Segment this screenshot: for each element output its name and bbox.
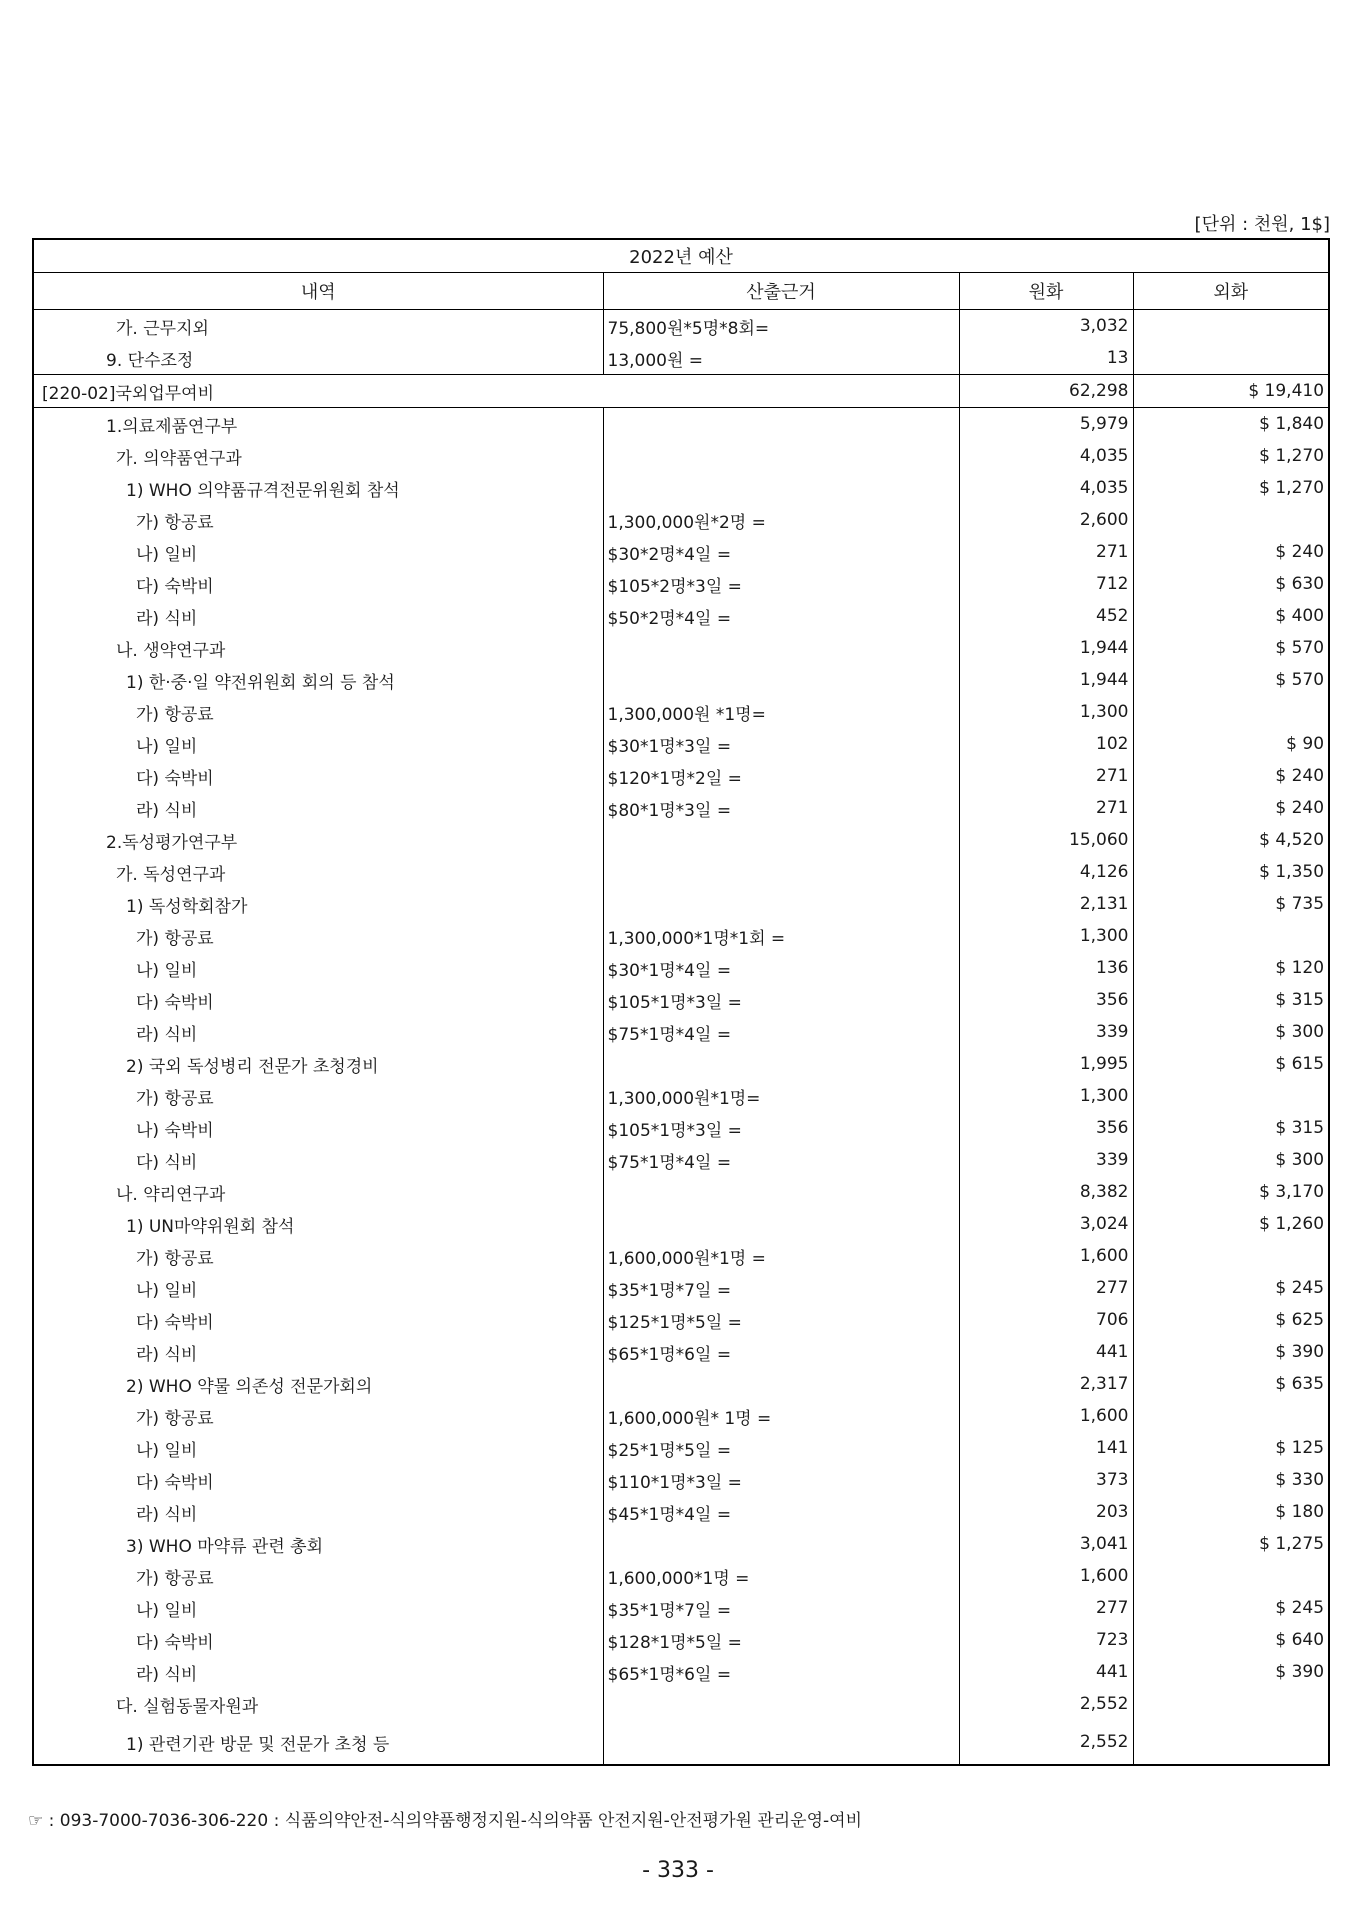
cell-basis — [603, 1720, 959, 1765]
cell-desc: 1) 관련기관 방문 및 전문가 초청 등 — [33, 1720, 603, 1765]
cell-desc: 가. 독성연구과 — [33, 856, 603, 888]
table-row — [33, 1112, 1329, 1144]
cell-desc: 가. 근무지외 — [33, 310, 603, 343]
cell-krw: 723 — [959, 1624, 1133, 1656]
cell-usd: $ 1,270 — [1259, 478, 1325, 498]
cell-desc: 다. 실험동물자원과 — [33, 1688, 603, 1720]
cell-basis: $128*1명*5일 = — [603, 1624, 959, 1656]
cell-usd: $ 640 — [1275, 1630, 1325, 1650]
table-row — [33, 1464, 1329, 1496]
cell-usd — [1133, 310, 1329, 343]
table-row — [33, 536, 1329, 568]
cell-usd — [1133, 342, 1329, 375]
cell-basis: 1,300,000*1명*1회 = — [603, 920, 959, 952]
cell-usd: $ 1,260 — [1259, 1214, 1325, 1234]
cell-basis — [603, 1688, 959, 1720]
table-row — [33, 1400, 1329, 1432]
cell-usd: $ 240 — [1275, 798, 1325, 818]
cell-krw: 4,035 — [959, 472, 1133, 504]
cell-desc: 나. 약리연구과 — [33, 1176, 603, 1208]
cell-krw: 1,300 — [959, 1080, 1133, 1112]
cell-usd: $ 300 — [1275, 1150, 1325, 1170]
column-header-usd: 외화 — [1133, 273, 1329, 310]
cell-krw: 203 — [959, 1496, 1133, 1528]
cell-krw: 3,032 — [959, 310, 1133, 343]
cell-krw: 277 — [959, 1272, 1133, 1304]
cell-krw: 136 — [959, 952, 1133, 984]
cell-desc: 가) 항공료 — [33, 920, 603, 952]
cell-basis — [603, 1048, 959, 1080]
cell-usd: $ 1,275 — [1259, 1534, 1325, 1554]
cell-usd: $ 625 — [1275, 1310, 1325, 1330]
cell-usd: $ 570 — [1275, 670, 1325, 690]
cell-usd: $ 735 — [1275, 894, 1325, 914]
cell-krw: 1,600 — [959, 1240, 1133, 1272]
cell-krw: 356 — [959, 1112, 1133, 1144]
table-row — [33, 1208, 1329, 1240]
cell-krw: 277 — [959, 1592, 1133, 1624]
cell-krw: 3,024 — [959, 1208, 1133, 1240]
cell-desc: 라) 식비 — [33, 1656, 603, 1688]
cell-basis — [603, 1528, 959, 1560]
cell-usd — [1133, 1080, 1329, 1112]
cell-basis: 75,800원*5명*8회= — [603, 310, 959, 343]
table-row — [33, 1624, 1329, 1656]
cell-basis — [603, 664, 959, 696]
cell-basis: $35*1명*7일 = — [603, 1272, 959, 1304]
cell-usd: $ 1,350 — [1259, 862, 1325, 882]
cell-desc: 3) WHO 마약류 관련 총회 — [33, 1528, 603, 1560]
cell-krw: 5,979 — [959, 408, 1133, 441]
cell-desc: 나) 일비 — [33, 952, 603, 984]
cell-desc: 2) 국외 독성병리 전문가 초청경비 — [33, 1048, 603, 1080]
cell-basis: $75*1명*4일 = — [603, 1016, 959, 1048]
cell-basis: $80*1명*3일 = — [603, 792, 959, 824]
cell-krw: 706 — [959, 1304, 1133, 1336]
table-row — [33, 792, 1329, 824]
table-title: 2022년 예산 — [33, 239, 1329, 273]
cell-usd: $ 390 — [1275, 1662, 1325, 1682]
table-row — [33, 984, 1329, 1016]
table-row — [33, 1240, 1329, 1272]
cell-desc: 라) 식비 — [33, 1336, 603, 1368]
cell-desc: 9. 단수조정 — [33, 342, 603, 375]
cell-desc: 가) 항공료 — [33, 696, 603, 728]
cell-basis: $110*1명*3일 = — [603, 1464, 959, 1496]
cell-basis: 1,600,000원*1명 = — [603, 1240, 959, 1272]
cell-desc: 나) 일비 — [33, 728, 603, 760]
cell-desc: 다) 식비 — [33, 1144, 603, 1176]
cell-desc: 나) 숙박비 — [33, 1112, 603, 1144]
cell-usd: $ 315 — [1275, 1118, 1325, 1138]
table-row — [33, 1272, 1329, 1304]
cell-desc: 라) 식비 — [33, 792, 603, 824]
cell-usd — [1133, 696, 1329, 728]
cell-basis: $105*1명*3일 = — [603, 1112, 959, 1144]
table-row — [33, 1528, 1329, 1560]
table-row — [33, 1304, 1329, 1336]
cell-usd — [1133, 1688, 1329, 1720]
cell-desc: 나) 일비 — [33, 536, 603, 568]
cell-desc: 1) UN마약위원회 참석 — [33, 1208, 603, 1240]
cell-basis: $50*2명*4일 = — [603, 600, 959, 632]
cell-basis: $120*1명*2일 = — [603, 760, 959, 792]
cell-desc: 나. 생약연구과 — [33, 632, 603, 664]
cell-desc: 가) 항공료 — [33, 504, 603, 536]
cell-krw: 3,041 — [959, 1528, 1133, 1560]
cell-desc: 라) 식비 — [33, 600, 603, 632]
cell-desc: [220-02]국외업무여비 — [33, 375, 959, 408]
table-row — [33, 1496, 1329, 1528]
cell-krw: 2,552 — [959, 1688, 1133, 1720]
cell-desc: 다) 숙박비 — [33, 1304, 603, 1336]
cell-krw: 712 — [959, 568, 1133, 600]
cell-desc: 2.독성평가연구부 — [33, 824, 603, 856]
cell-basis — [603, 440, 959, 472]
table-row — [33, 728, 1329, 760]
cell-basis: 1,300,000원*2명 = — [603, 504, 959, 536]
cell-krw: 356 — [959, 984, 1133, 1016]
cell-usd: $ 120 — [1275, 958, 1325, 978]
cell-basis: $30*2명*4일 = — [603, 536, 959, 568]
cell-krw: 339 — [959, 1144, 1133, 1176]
cell-desc: 다) 숙박비 — [33, 568, 603, 600]
cell-usd: $ 330 — [1275, 1470, 1325, 1490]
cell-krw: 2,600 — [959, 504, 1133, 536]
cell-krw: 8,382 — [959, 1176, 1133, 1208]
cell-usd: $ 245 — [1275, 1278, 1325, 1298]
cell-desc: 가) 항공료 — [33, 1080, 603, 1112]
cell-krw: 4,126 — [959, 856, 1133, 888]
cell-usd: $ 1,270 — [1259, 446, 1325, 466]
cell-usd: $ 90 — [1286, 734, 1325, 754]
cell-krw: 2,317 — [959, 1368, 1133, 1400]
cell-basis: $35*1명*7일 = — [603, 1592, 959, 1624]
cell-basis: 1,300,000원 *1명= — [603, 696, 959, 728]
table-row — [33, 310, 1329, 343]
cell-basis: 13,000원 = — [603, 342, 959, 375]
table-row — [33, 824, 1329, 856]
cell-desc: 가. 의약품연구과 — [33, 440, 603, 472]
cell-desc: 가) 항공료 — [33, 1240, 603, 1272]
cell-desc: 나) 일비 — [33, 1432, 603, 1464]
cell-usd — [1133, 1240, 1329, 1272]
cell-basis — [603, 1176, 959, 1208]
cell-krw: 2,131 — [959, 888, 1133, 920]
cell-basis: $25*1명*5일 = — [603, 1432, 959, 1464]
cell-usd: $ 615 — [1275, 1054, 1325, 1074]
cell-basis: $65*1명*6일 = — [603, 1336, 959, 1368]
cell-basis: $30*1명*3일 = — [603, 728, 959, 760]
cell-desc: 나) 일비 — [33, 1272, 603, 1304]
cell-desc: 1.의료제품연구부 — [33, 408, 603, 441]
cell-krw: 15,060 — [959, 824, 1133, 856]
cell-basis: 1,600,000*1명 = — [603, 1560, 959, 1592]
cell-desc: 다) 숙박비 — [33, 1624, 603, 1656]
cell-basis: 1,300,000원*1명= — [603, 1080, 959, 1112]
cell-usd — [1133, 1400, 1329, 1432]
table-row — [33, 408, 1329, 441]
table-row — [33, 1432, 1329, 1464]
cell-basis: $105*1명*3일 = — [603, 984, 959, 1016]
cell-usd: $ 180 — [1275, 1502, 1325, 1522]
cell-usd: $ 3,170 — [1259, 1182, 1325, 1202]
cell-basis: $125*1명*5일 = — [603, 1304, 959, 1336]
cell-krw: 1,300 — [959, 696, 1133, 728]
cell-usd — [1133, 1720, 1329, 1765]
table-row — [33, 440, 1329, 472]
cell-usd: $ 390 — [1275, 1342, 1325, 1362]
cell-krw: 271 — [959, 760, 1133, 792]
table-row — [33, 920, 1329, 952]
table-row — [33, 760, 1329, 792]
cell-usd: $ 315 — [1275, 990, 1325, 1010]
cell-krw: 141 — [959, 1432, 1133, 1464]
cell-krw: 271 — [959, 536, 1133, 568]
cell-basis: $65*1명*6일 = — [603, 1656, 959, 1688]
table-row — [33, 1048, 1329, 1080]
table-row — [33, 472, 1329, 504]
column-header-krw: 원화 — [959, 273, 1133, 310]
cell-usd: $ 300 — [1275, 1022, 1325, 1042]
column-header-desc: 내역 — [33, 273, 603, 310]
cell-desc: 1) 독성학회참가 — [33, 888, 603, 920]
footnote: ☞ : 093-7000-7036-306-220 : 식품의약안전-식의약품행정지원-식의약품 안전지원-안전평가원 관리운영-여비 — [28, 1811, 862, 1831]
cell-basis: $75*1명*4일 = — [603, 1144, 959, 1176]
table-row — [33, 1656, 1329, 1688]
cell-krw: 4,035 — [959, 440, 1133, 472]
cell-krw: 1,944 — [959, 664, 1133, 696]
cell-usd — [1133, 920, 1329, 952]
cell-krw: 62,298 — [959, 375, 1133, 408]
table-row — [33, 1080, 1329, 1112]
cell-krw: 1,600 — [959, 1400, 1133, 1432]
budget-table — [32, 238, 1330, 1766]
cell-usd: $ 125 — [1275, 1438, 1325, 1458]
cell-krw: 1,995 — [959, 1048, 1133, 1080]
cell-basis: 1,600,000원* 1명 = — [603, 1400, 959, 1432]
table-row — [33, 632, 1329, 664]
cell-basis — [603, 1208, 959, 1240]
cell-desc: 가) 항공료 — [33, 1400, 603, 1432]
table-row — [33, 600, 1329, 632]
cell-desc: 나) 일비 — [33, 1592, 603, 1624]
cell-basis: $105*2명*3일 = — [603, 568, 959, 600]
cell-basis — [603, 472, 959, 504]
cell-usd: $ 1,840 — [1133, 408, 1329, 441]
cell-usd — [1133, 1560, 1329, 1592]
table-row — [33, 1688, 1329, 1720]
cell-krw: 339 — [959, 1016, 1133, 1048]
cell-krw: 373 — [959, 1464, 1133, 1496]
cell-usd: $ 245 — [1275, 1598, 1325, 1618]
cell-basis — [603, 408, 959, 441]
cell-usd: $ 400 — [1275, 606, 1325, 626]
table-row — [33, 1720, 1329, 1765]
cell-krw: 452 — [959, 600, 1133, 632]
cell-desc: 다) 숙박비 — [33, 760, 603, 792]
cell-krw: 1,600 — [959, 1560, 1133, 1592]
cell-desc: 1) 한·중·일 약전위원회 회의 등 참석 — [33, 664, 603, 696]
table-row — [33, 1176, 1329, 1208]
cell-krw: 1,300 — [959, 920, 1133, 952]
table-row — [33, 1560, 1329, 1592]
table-row — [33, 696, 1329, 728]
cell-krw: 441 — [959, 1656, 1133, 1688]
cell-usd: $ 240 — [1275, 766, 1325, 786]
table-row — [33, 504, 1329, 536]
table-row — [33, 342, 1329, 375]
cell-basis — [603, 1368, 959, 1400]
cell-desc: 2) WHO 약물 의존성 전문가회의 — [33, 1368, 603, 1400]
cell-krw: 1,944 — [959, 632, 1133, 664]
cell-desc: 라) 식비 — [33, 1016, 603, 1048]
cell-usd: $ 19,410 — [1133, 375, 1329, 408]
cell-krw: 271 — [959, 792, 1133, 824]
cell-basis — [603, 824, 959, 856]
cell-basis — [603, 888, 959, 920]
cell-usd: $ 4,520 — [1259, 830, 1325, 850]
table-row — [33, 664, 1329, 696]
page-number: - 333 - — [642, 1858, 714, 1883]
table-body — [33, 310, 1329, 1766]
cell-usd: $ 240 — [1275, 542, 1325, 562]
column-header-basis: 산출근거 — [603, 273, 959, 310]
cell-desc: 1) WHO 의약품규격전문위원회 참석 — [33, 472, 603, 504]
cell-desc: 다) 숙박비 — [33, 1464, 603, 1496]
table-row — [33, 1016, 1329, 1048]
table-row — [33, 856, 1329, 888]
cell-krw: 13 — [959, 342, 1133, 375]
table-row — [33, 375, 1329, 408]
cell-usd — [1133, 504, 1329, 536]
table-row — [33, 568, 1329, 600]
cell-basis — [603, 856, 959, 888]
cell-desc: 가) 항공료 — [33, 1560, 603, 1592]
cell-basis: $30*1명*4일 = — [603, 952, 959, 984]
cell-basis: $45*1명*4일 = — [603, 1496, 959, 1528]
cell-krw: 2,552 — [959, 1720, 1133, 1765]
cell-usd: $ 635 — [1275, 1374, 1325, 1394]
cell-basis — [603, 632, 959, 664]
cell-krw: 441 — [959, 1336, 1133, 1368]
cell-krw: 102 — [959, 728, 1133, 760]
table-row — [33, 1368, 1329, 1400]
table-row — [33, 1336, 1329, 1368]
cell-usd: $ 570 — [1275, 638, 1325, 658]
unit-label: [단위 : 천원, 1$] — [1194, 214, 1330, 235]
table-row — [33, 1592, 1329, 1624]
cell-desc: 라) 식비 — [33, 1496, 603, 1528]
cell-desc: 다) 숙박비 — [33, 984, 603, 1016]
table-row — [33, 1144, 1329, 1176]
table-row — [33, 952, 1329, 984]
table-row — [33, 888, 1329, 920]
cell-usd: $ 630 — [1275, 574, 1325, 594]
